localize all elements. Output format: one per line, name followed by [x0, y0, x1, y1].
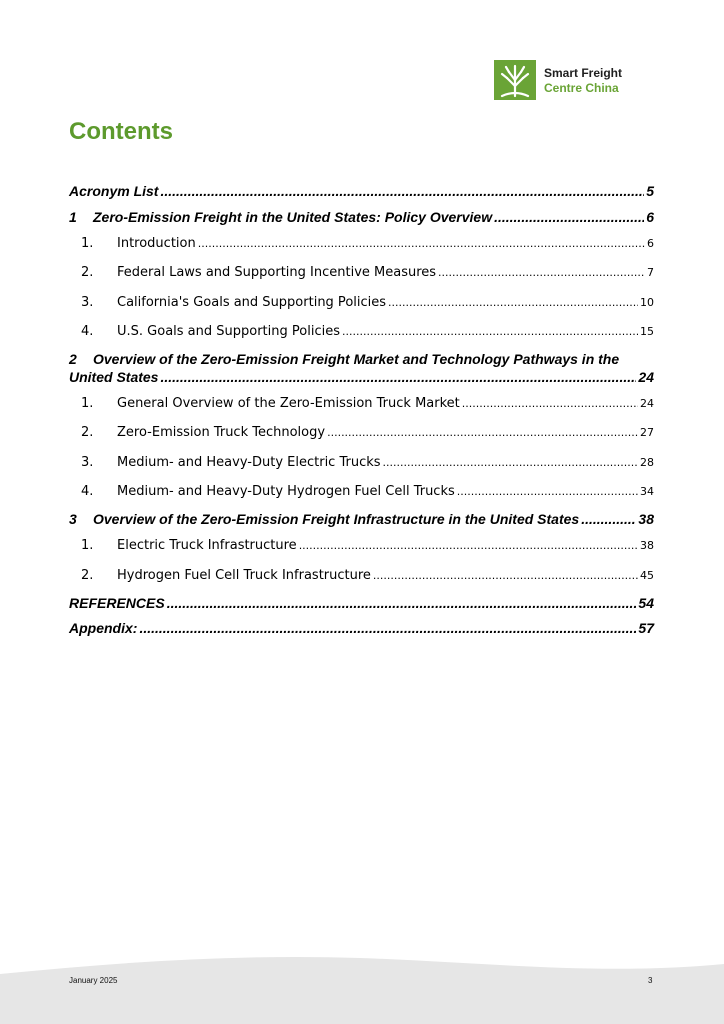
toc-entry-references[interactable]: REFERENCES ..... 54: [69, 594, 654, 612]
brand-name-line2: Centre China: [544, 81, 619, 95]
toc-entry-3-1[interactable]: 1. Electric Truck Infrastructure ..... 38: [69, 537, 654, 555]
page-number: 3: [648, 976, 653, 985]
toc-entry-1-1[interactable]: 1. Introduction ..... 6: [69, 235, 654, 253]
footer-wave: [0, 954, 724, 1024]
toc-entry-2-4[interactable]: 4. Medium- and Heavy-Duty Hydrogen Fuel Cell Trucks ..... 34: [69, 483, 654, 501]
brand-logo: [494, 60, 644, 102]
toc-entry-2-3[interactable]: 3. Medium- and Heavy-Duty Electric Trucks ..... 28: [69, 454, 654, 472]
page-title: Contents: [69, 118, 173, 145]
toc-entry-appendix[interactable]: Appendix: ..... 57: [69, 619, 654, 637]
toc-entry-2-1[interactable]: 1. General Overview of the Zero-Emission Truck Market ..... 24: [69, 395, 654, 413]
toc-entry-section-1[interactable]: 1 Zero-Emission Freight in the United States: Policy Overview ..... 6: [69, 208, 654, 226]
toc-entry-1-3[interactable]: 3. California's Goals and Supporting Policies ..... 10: [69, 294, 654, 312]
toc-entry-2-2[interactable]: 2. Zero-Emission Truck Technology ..... 27: [69, 424, 654, 442]
brand-name-line1: Smart Freight: [544, 66, 623, 80]
toc-entry-3-2[interactable]: 2. Hydrogen Fuel Cell Truck Infrastructure ..... 45: [69, 567, 654, 585]
toc-entry-acronym-list[interactable]: Acronym List ..... 5: [69, 182, 654, 200]
toc-entry-section-2[interactable]: 2 Overview of the Zero-Emission Freight Market and Technology Pathways in the United States ..... 24: [69, 350, 654, 386]
tree-icon: [494, 60, 536, 100]
footer-date: January 2025: [69, 976, 118, 985]
toc-entry-1-2[interactable]: 2. Federal Laws and Supporting Incentive Measures ..... 7: [69, 264, 654, 282]
toc-entry-1-4[interactable]: 4. U.S. Goals and Supporting Policies ..... 15: [69, 323, 654, 341]
toc-entry-section-3[interactable]: 3 Overview of the Zero-Emission Freight Infrastructure in the United States ..... 38: [69, 510, 654, 528]
